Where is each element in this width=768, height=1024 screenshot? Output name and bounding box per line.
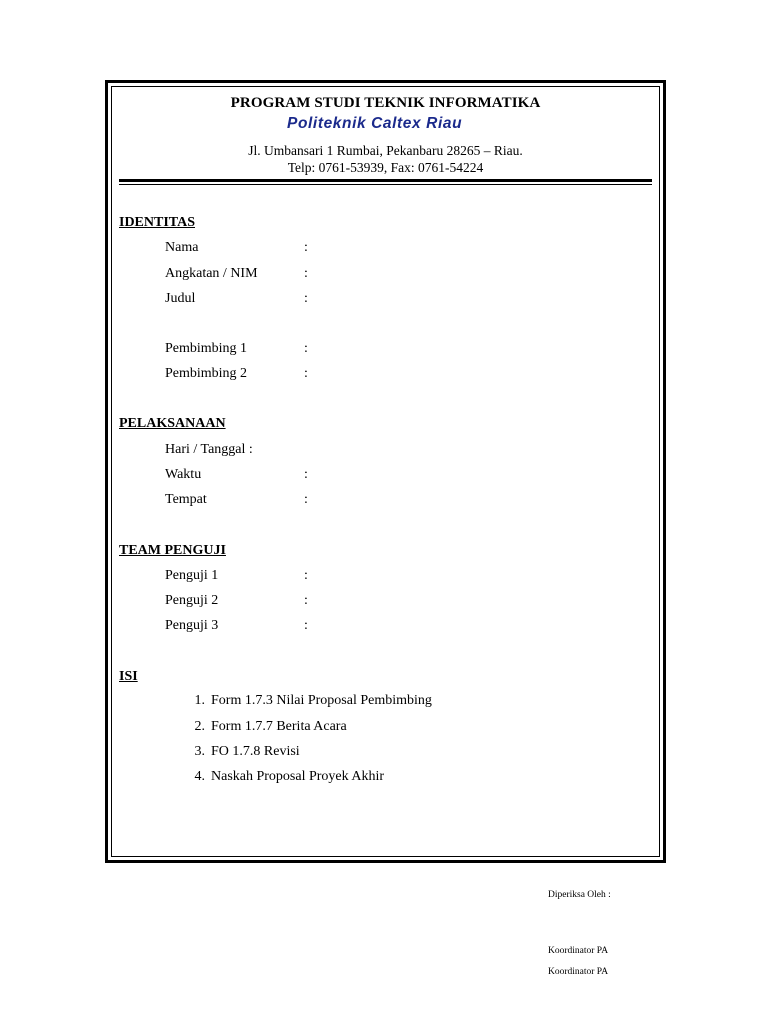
address-line-2: Telp: 0761-53939, Fax: 0761-54224 [287,160,484,175]
field-colon-nama: : [304,240,308,255]
institution-logo: Politeknik Caltex Riau [287,115,463,132]
list-item-number: 1. [194,693,205,708]
list-item-number: 3. [194,744,205,759]
field-colon-judul: : [304,291,308,306]
field-label-penguji-2: Penguji 2 [165,593,219,608]
field-colon-penguji-3: : [304,618,308,633]
field-colon-penguji-1: : [304,568,308,583]
coordinator-label-2: Koordinator PA [548,967,609,977]
list-item-number: 2. [194,719,205,734]
list-item-text: Form 1.7.7 Berita Acara [211,719,347,734]
header-divider-thin [119,184,652,185]
field-label-nama: Nama [165,240,199,255]
field-label-judul: Judul [165,291,196,306]
coordinator-label-1: Koordinator PA [548,946,609,956]
section-heading-pelaksanaan: PELAKSANAAN [119,416,226,431]
field-colon-angkatan-nim: : [304,266,308,281]
field-label-hari-tanggal: Hari / Tanggal : [165,442,253,457]
field-label-tempat: Tempat [165,492,207,507]
program-title: PROGRAM STUDI TEKNIK INFORMATIKA [230,95,541,111]
checked-by-label: Diperiksa Oleh : [548,890,611,900]
list-item-text: Form 1.7.3 Nilai Proposal Pembimbing [211,693,432,708]
field-colon-pembimbing-1: : [304,341,308,356]
list-item-text: Naskah Proposal Proyek Akhir [211,769,385,784]
header-divider-thick [119,179,652,182]
list-item-number: 4. [194,769,205,784]
field-colon-penguji-2: : [304,593,308,608]
form-frame [105,80,666,863]
form-frame-inner [111,86,660,857]
field-label-pembimbing-2: Pembimbing 2 [165,366,248,381]
field-colon-pembimbing-2: : [304,366,308,381]
field-label-waktu: Waktu [165,467,202,482]
list-item-text: FO 1.7.8 Revisi [211,744,300,759]
field-label-pembimbing-1: Pembimbing 1 [165,341,248,356]
field-label-penguji-3: Penguji 3 [165,618,219,633]
field-label-penguji-1: Penguji 1 [165,568,219,583]
address-line-1: Jl. Umbansari 1 Rumbai, Pekanbaru 28265 – Riau. [248,143,523,158]
field-colon-waktu: : [304,467,308,482]
field-colon-tempat: : [304,492,308,507]
section-heading-team-penguji: TEAM PENGUJI [119,543,226,558]
section-heading-identitas: IDENTITAS [119,215,195,230]
section-heading-isi: ISI [119,669,138,684]
field-label-angkatan-nim: Angkatan / NIM [165,266,258,281]
